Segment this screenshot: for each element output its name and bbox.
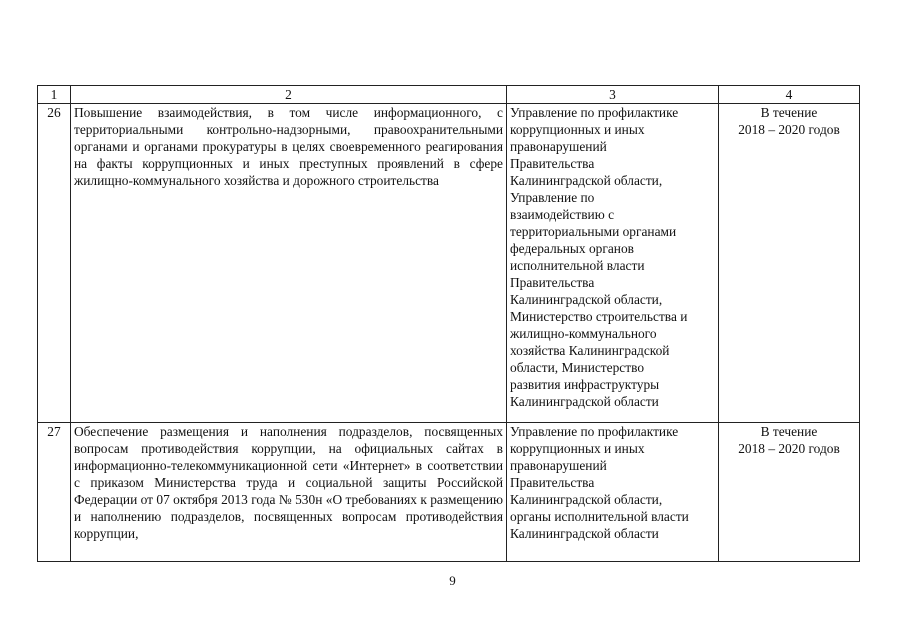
term-line: 2018 – 2020 годов [738,122,840,137]
executor-line: Калининградской области, [510,492,663,507]
header-cell-1: 1 [38,86,71,104]
executor-line: жилищно-коммунального [510,326,657,341]
measure-text: Обеспечение размещения и наполнения подразделов, посвященных вопросам противодействия коррупции, на официальных сайтах в информационно-телекоммуникационной сети «Интернет» в соответствии с приказом Министерства труда и социальной защиты Российской Федерации от 07 октября 2013 года № 530н «О требованиях к размещению и наполнению подразделов, посвященных вопросам противодействия коррупции, [71,423,507,562]
row-number: 27 [38,423,71,562]
executor-line: органы исполнительной власти [510,509,689,524]
table-row [38,104,860,423]
executor-line: исполнительной власти [510,258,645,273]
term-line: 2018 – 2020 годов [738,441,840,456]
header-cell-3: 3 [507,86,719,104]
executor-line: Правительства [510,475,595,490]
executor-line: Калининградской области [510,526,659,541]
executor-line: Управление по профилактике [510,424,679,439]
term-text [719,104,860,423]
executor-text [507,104,719,423]
table-header-row [38,86,860,104]
executor-text [507,423,719,562]
executor-line: коррупционных и иных [510,122,645,137]
measure-text: Повышение взаимодействия, в том числе информационного, с территориальными контрольно-надзорными, правоохранительными органами и органами прокуратуры в целях своевременного реагирования на факты коррупционных и иных преступных проявлений в сфере жилищно-коммунального хозяйства и дорожного строительства [71,104,507,423]
executor-line: Калининградской области [510,394,659,409]
executor-line: Управление по профилактике [510,105,679,120]
executor-line: Правительства [510,156,595,171]
executor-line: области, Министерство [510,360,645,375]
executor-line: правонарушений [510,139,607,154]
page-number: 9 [449,573,456,588]
executor-line: коррупционных и иных [510,441,645,456]
executor-line: взаимодействию с [510,207,615,222]
executor-line: хозяйства Калининградской [510,343,670,358]
header-cell-4: 4 [719,86,860,104]
executor-line: Министерство строительства и [510,309,688,324]
executor-line: развития инфраструктуры [510,377,660,392]
term-line: В течение [760,105,818,120]
executor-line: Правительства [510,275,595,290]
term-text [719,423,860,562]
executor-line: Управление по [510,190,595,205]
header-cell-2: 2 [71,86,507,104]
measures-table [37,85,860,562]
executor-line: Калининградской области, [510,292,663,307]
table-row [38,423,860,562]
executor-line: правонарушений [510,458,607,473]
row-number: 26 [38,104,71,423]
executor-line: Калининградской области, [510,173,663,188]
executor-line: территориальными органами [510,224,677,239]
executor-line: федеральных органов [510,241,634,256]
term-line: В течение [760,424,818,439]
